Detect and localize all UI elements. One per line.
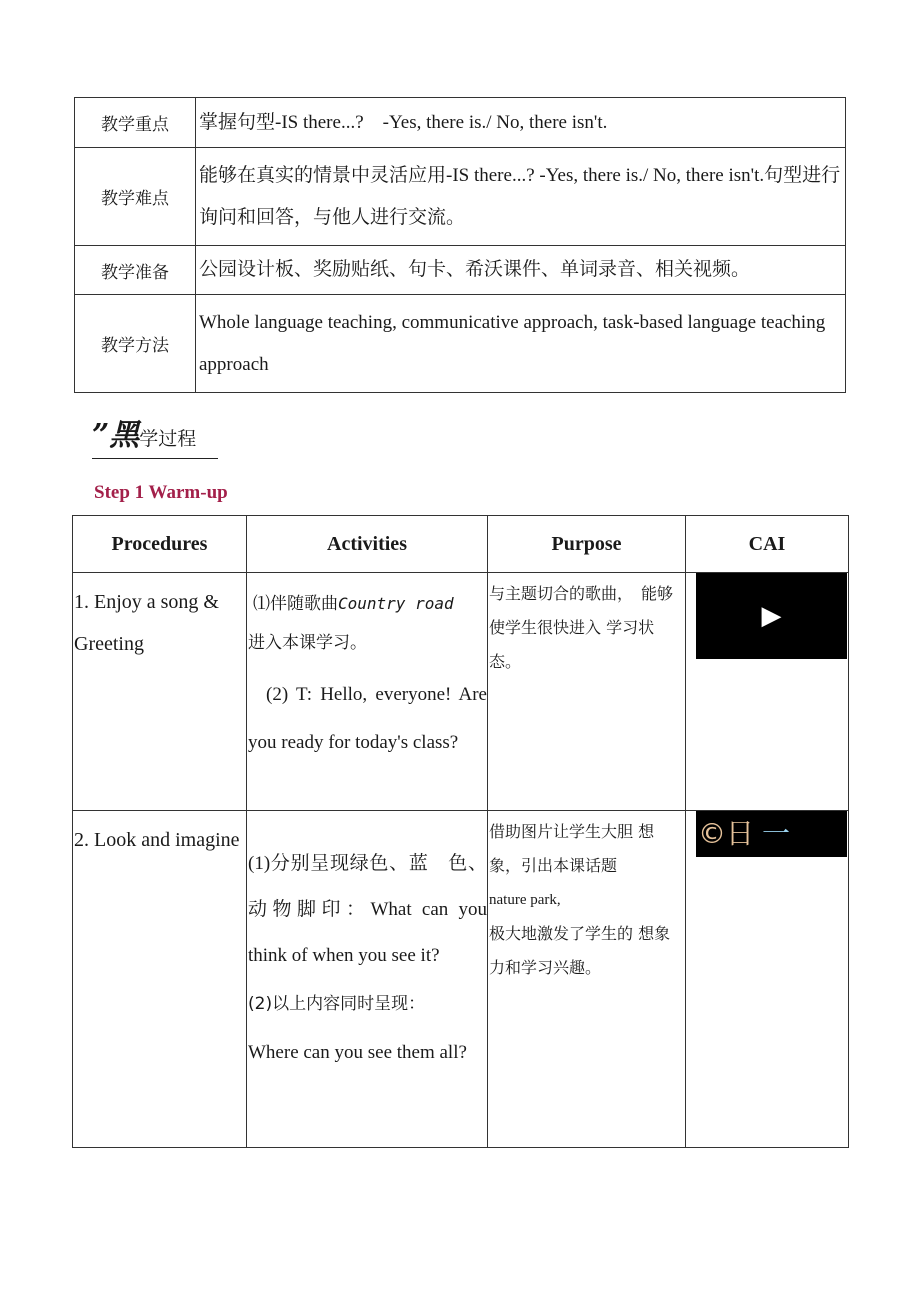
activity-cell	[247, 573, 488, 811]
activity-line	[247, 585, 487, 623]
purpose-text-english: nature park,	[489, 892, 561, 908]
header-cai: CAI	[686, 516, 849, 573]
activity-text: 进入本课学习。	[248, 633, 367, 653]
video-thumbnail[interactable]	[696, 573, 847, 659]
info-label-method: 教学方法	[75, 295, 196, 393]
activity-text: Where can you see them all?	[248, 1042, 467, 1063]
step-title: Step 1 Warm-up	[94, 482, 228, 503]
activity-text: (2) T: Hello, everyone! Are you ready for today's class?	[248, 684, 487, 753]
info-content-method: Whole language teaching, communicative approach, task-based language teaching approach	[196, 295, 846, 393]
cai-cell	[686, 811, 849, 1148]
purpose-cell	[488, 811, 686, 1148]
table-row	[73, 573, 849, 811]
section-title	[92, 414, 218, 459]
info-row-preparation	[75, 246, 846, 295]
info-content-focus: 掌握句型-IS there...? -Yes, there is./ No, there isn't.	[196, 98, 846, 148]
section-title-text: 学过程	[139, 428, 197, 450]
play-icon[interactable]: ▶	[761, 601, 782, 631]
info-row-difficulty	[75, 148, 846, 246]
info-row-method	[75, 295, 846, 393]
section-title-mark: ”黑	[92, 418, 140, 453]
info-label-difficulty: 教学难点	[75, 148, 196, 246]
info-label-focus: 教学重点	[75, 98, 196, 148]
info-label-preparation: 教学准备	[75, 246, 196, 295]
info-content-difficulty: 能够在真实的情景中灵活应用-IS there...? -Yes, there is./ No, there isn't.句型进行询问和回答，与他人进行交流。	[196, 148, 846, 246]
activity-text: ⑴伴随歌曲	[253, 594, 338, 614]
cai-cell	[686, 573, 849, 811]
activity-cell	[247, 811, 488, 1148]
info-row-focus	[75, 98, 846, 148]
purpose-text: 借助图片让学生大胆 想象，引出本课话题	[489, 822, 655, 875]
purpose-cell: 与主题切合的歌曲， 能够使学生很快进入 学习状态。	[488, 573, 686, 811]
procedures-header-row	[73, 516, 849, 573]
table-row	[73, 811, 849, 1148]
purpose-text: 极大地激发了学生的 想象力和学习兴趣。	[489, 924, 671, 977]
header-purpose: Purpose	[488, 516, 686, 573]
image-thumbnail-dash: 一	[762, 817, 791, 850]
info-content-preparation: 公园设计板、奖励贴纸、句卡、希沃课件、单词录音、相关视频。	[196, 246, 846, 295]
activity-text	[247, 841, 487, 979]
procedure-cell: 1. Enjoy a song & Greeting	[73, 573, 247, 811]
header-activities: Activities	[247, 516, 488, 573]
activity-text: (2)以上内容同时呈现：	[248, 994, 426, 1014]
procedures-table	[72, 515, 849, 1148]
image-thumbnail-text: ©日	[698, 817, 755, 850]
header-procedures: Procedures	[73, 516, 247, 573]
song-title: Country road	[338, 594, 454, 613]
activity-line: (1)分别呈现绿色、蓝 色、动物脚印：What can you think of when you see it?	[248, 853, 487, 966]
image-thumbnail[interactable]	[696, 811, 847, 857]
info-table	[74, 97, 846, 393]
procedure-cell: 2. Look and imagine	[73, 811, 247, 1148]
